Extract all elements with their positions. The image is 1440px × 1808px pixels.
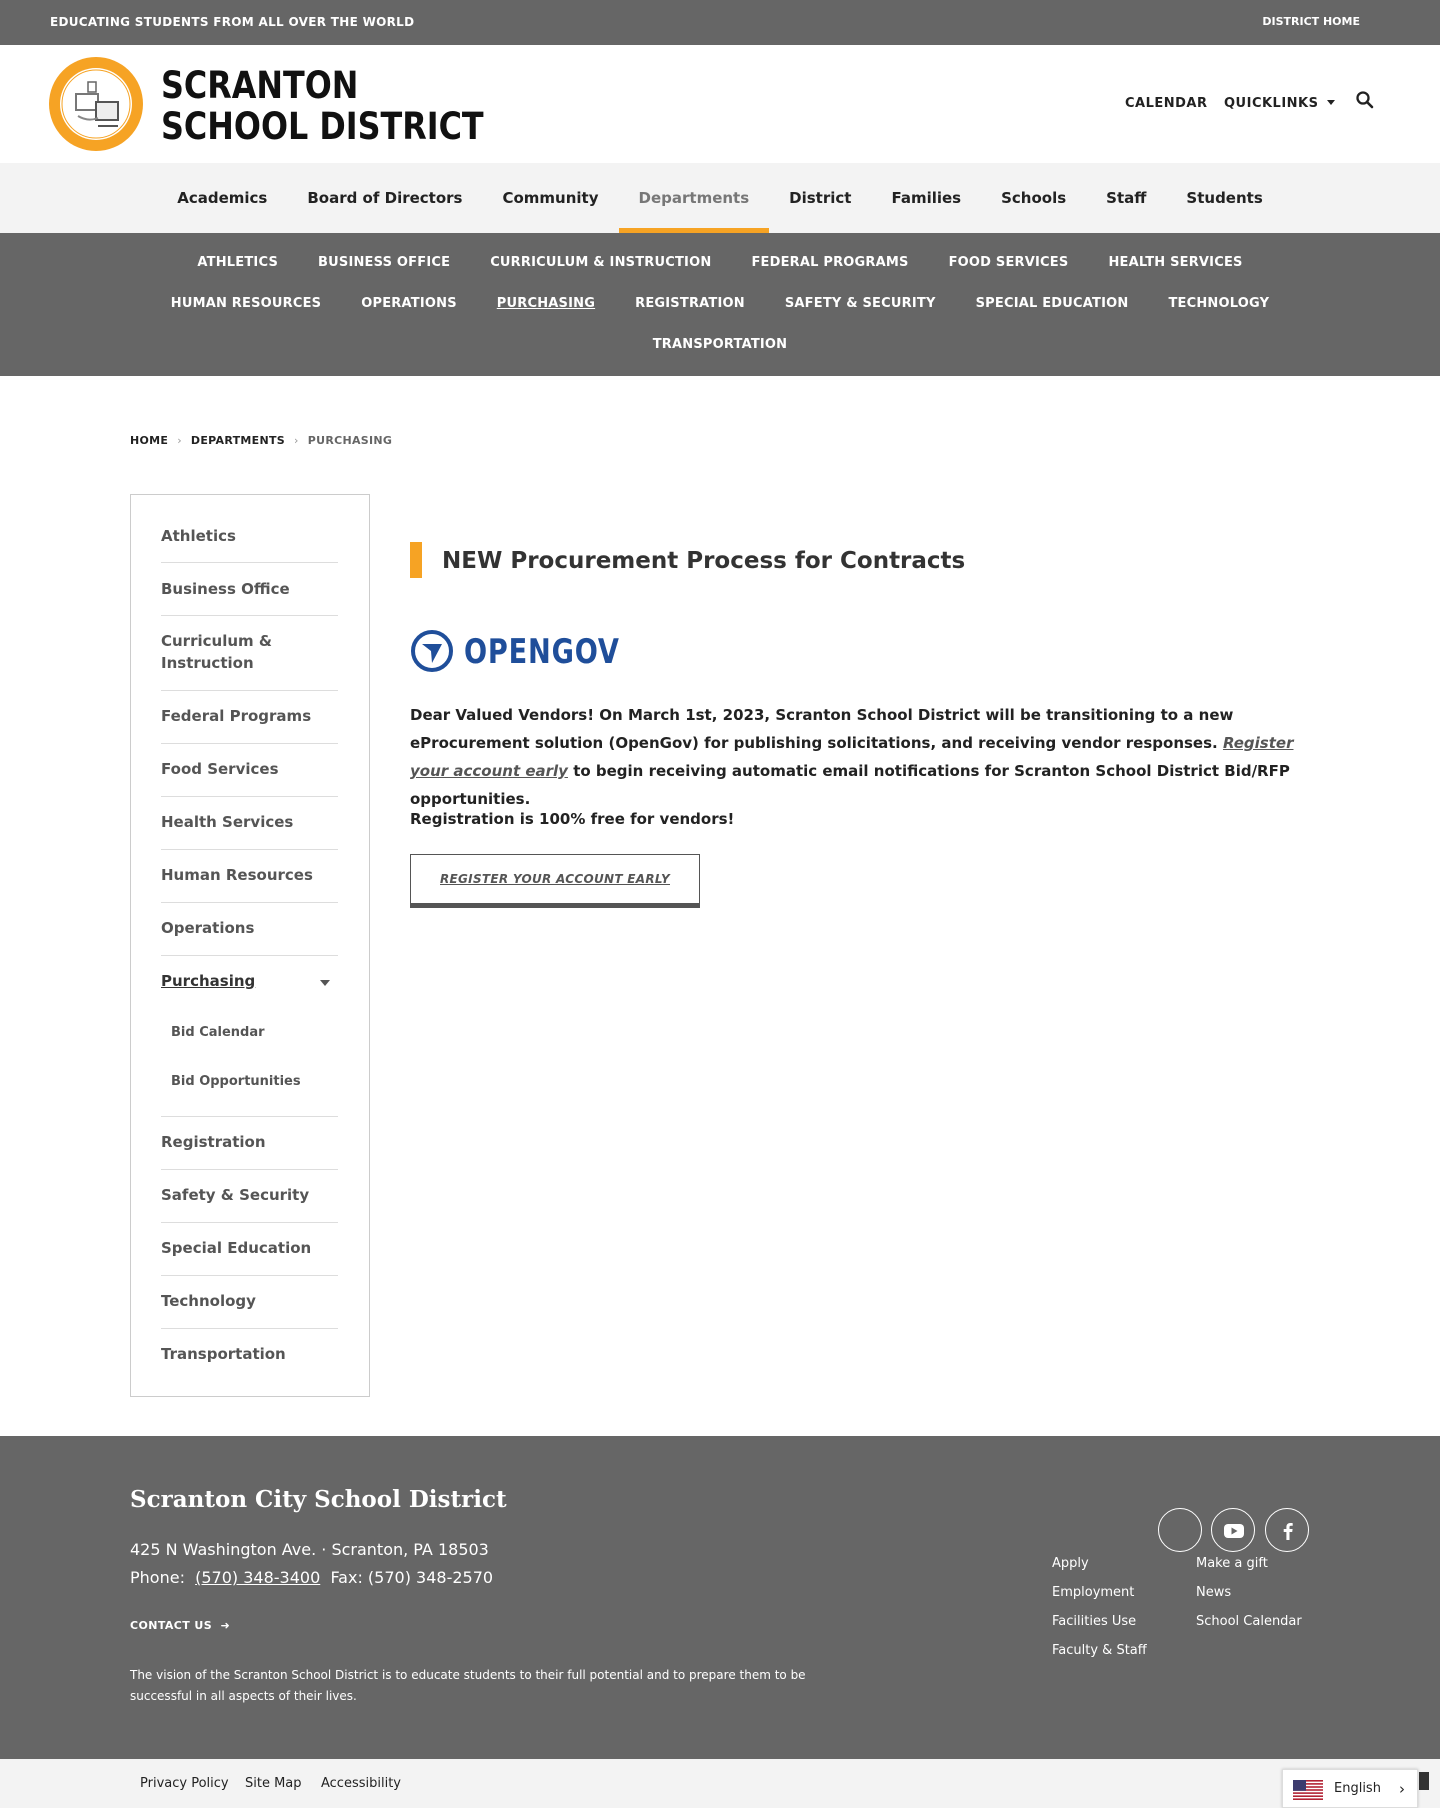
quicklinks-label: QUICKLINKS: [1224, 96, 1319, 111]
subnav-federal-programs[interactable]: FEDERAL PROGRAMS: [751, 255, 909, 270]
vision-statement: The vision of the Scranton School District is to educate students to their full potential and to prepare them to be successful in all aspects of their lives.: [130, 1668, 806, 1703]
sidenav-human-resources[interactable]: Human Resources: [161, 866, 313, 884]
sidenav-curriculum-line-1: Curriculum &: [161, 632, 272, 650]
phone-link[interactable]: (570) 348-3400: [195, 1568, 321, 1587]
nav-families[interactable]: Families: [891, 189, 962, 207]
footer-links-col-2: [1196, 1549, 1302, 1636]
sidenav-operations[interactable]: Operations: [161, 919, 255, 937]
intro-paragraph: [410, 701, 1300, 813]
subnav-technology[interactable]: TECHNOLOGY: [1168, 296, 1270, 311]
bottom-bar: [0, 1759, 1440, 1808]
subnav-athletics[interactable]: ATHLETICS: [197, 255, 279, 270]
divider: [161, 955, 338, 956]
subnav-food-services[interactable]: FOOD SERVICES: [948, 255, 1069, 270]
us-flag-icon: [1293, 1780, 1323, 1800]
sidenav-business-office[interactable]: Business Office: [161, 580, 290, 598]
opengov-logo: [410, 628, 620, 674]
footer-address-block: [130, 1536, 493, 1592]
breadcrumb-current: PURCHASING: [307, 434, 393, 447]
divider: [161, 1275, 338, 1276]
footer-links-col-1: [1052, 1549, 1147, 1665]
district-name-logo[interactable]: [161, 65, 484, 147]
sidenav-purchasing[interactable]: Purchasing: [161, 972, 256, 990]
sidenav-bid-calendar[interactable]: Bid Calendar: [171, 1025, 265, 1040]
intro-text-start: Dear Valued Vendors! On March 1st, 2023, Scranton School District will be transitioning to a new eProcurement solution (OpenGov) for publishing solicitations, and receiving vendor responses.: [410, 706, 1234, 752]
youtube-glyph: [1212, 1509, 1256, 1553]
sidenav-bid-opportunities[interactable]: Bid Opportunities: [171, 1074, 301, 1089]
nav-staff[interactable]: Staff: [1106, 189, 1147, 207]
search-icon[interactable]: [1355, 90, 1375, 110]
sidenav-special-education[interactable]: Special Education: [161, 1239, 312, 1257]
nav-departments[interactable]: Departments: [619, 163, 770, 233]
nav-academics[interactable]: Academics: [177, 189, 268, 207]
footer-address: 425 N Washington Ave. · Scranton, PA 18503: [130, 1540, 489, 1559]
edge-widget: [1419, 1772, 1429, 1790]
sidenav-safety-security[interactable]: Safety & Security: [161, 1186, 310, 1204]
sidenav-registration[interactable]: Registration: [161, 1133, 266, 1151]
contact-us-link[interactable]: [130, 1619, 230, 1632]
register-early-link[interactable]: Register your account early: [410, 734, 1294, 780]
divider: [161, 690, 338, 691]
divider: [161, 562, 338, 563]
divider: [161, 849, 338, 850]
nav-board-of-directors[interactable]: Board of Directors: [307, 189, 463, 207]
subnav-human-resources[interactable]: HUMAN RESOURCES: [170, 296, 322, 311]
divider: [161, 743, 338, 744]
divider: [161, 1328, 338, 1329]
divider: [161, 615, 338, 616]
accessibility-link[interactable]: Accessibility: [321, 1776, 401, 1791]
sidenav-transportation[interactable]: Transportation: [161, 1345, 286, 1363]
sidenav-food-services[interactable]: Food Services: [161, 760, 279, 778]
main-navigation: [0, 163, 1440, 233]
sidenav-curriculum-instruction[interactable]: [161, 630, 338, 674]
breadcrumb: [130, 434, 392, 447]
subnav-transportation[interactable]: TRANSPORTATION: [652, 337, 788, 352]
department-subnav: [0, 233, 1440, 376]
phone-label: Phone:: [130, 1568, 185, 1587]
subnav-special-education[interactable]: SPECIAL EDUCATION: [975, 296, 1129, 311]
facebook-icon[interactable]: [1265, 1508, 1309, 1552]
opengov-wordmark: OPENGOV: [464, 632, 620, 672]
divider: [161, 1116, 338, 1117]
subnav-health-services[interactable]: HEALTH SERVICES: [1108, 255, 1243, 270]
language-selector[interactable]: [1282, 1769, 1418, 1808]
breadcrumb-departments[interactable]: DEPARTMENTS: [190, 434, 286, 447]
footer-link-faculty-staff[interactable]: Faculty & Staff: [1052, 1643, 1147, 1658]
calendar-link[interactable]: CALENDAR: [1125, 96, 1208, 111]
facebook-glyph: [1266, 1509, 1310, 1553]
privacy-policy-link[interactable]: Privacy Policy: [140, 1776, 229, 1791]
breadcrumb-home[interactable]: HOME: [130, 434, 169, 447]
site-footer: [0, 1436, 1440, 1759]
divider: [161, 902, 338, 903]
footer-link-make-a-gift[interactable]: Make a gift: [1196, 1556, 1268, 1571]
fax-text: Fax: (570) 348-2570: [330, 1568, 494, 1587]
footer-link-school-calendar[interactable]: School Calendar: [1196, 1614, 1302, 1629]
divider: [161, 1222, 338, 1223]
subnav-safety-security[interactable]: SAFETY & SECURITY: [784, 296, 936, 311]
subnav-operations[interactable]: OPERATIONS: [361, 296, 457, 311]
top-bar: [0, 0, 1440, 45]
breadcrumb-separator-icon: ›: [177, 434, 182, 447]
subnav-purchasing[interactable]: PURCHASING: [496, 296, 596, 311]
nav-students[interactable]: Students: [1186, 189, 1263, 207]
social-icon-blank[interactable]: [1158, 1508, 1202, 1552]
side-navigation: [130, 494, 370, 1397]
register-account-button[interactable]: [410, 854, 700, 908]
heading-accent-bar: [410, 542, 422, 578]
footer-link-apply[interactable]: Apply: [1052, 1556, 1089, 1571]
nav-schools[interactable]: Schools: [1001, 189, 1067, 207]
chevron-right-icon: ›: [1399, 1780, 1405, 1798]
sidenav-athletics[interactable]: Athletics: [161, 527, 236, 545]
language-label: English: [1334, 1781, 1381, 1796]
subnav-business-office[interactable]: BUSINESS OFFICE: [318, 255, 451, 270]
caret-down-icon: [1327, 100, 1335, 105]
site-header: [0, 45, 1440, 163]
sidenav-health-services[interactable]: Health Services: [161, 813, 294, 831]
contact-us-label: CONTACT US: [130, 1619, 213, 1632]
arrow-right-icon: ➜: [220, 1619, 231, 1632]
divider: [161, 796, 338, 797]
footer-link-news[interactable]: News: [1196, 1585, 1232, 1600]
quicklinks-dropdown[interactable]: [1224, 96, 1335, 111]
footer-district-name: Scranton City School District: [130, 1486, 507, 1513]
sidenav-federal-programs[interactable]: Federal Programs: [161, 707, 312, 725]
sidenav-curriculum-line-2: Instruction: [161, 654, 254, 672]
footer-link-employment[interactable]: Employment: [1052, 1585, 1135, 1600]
logo-line-2: SCHOOL DISTRICT: [161, 105, 484, 148]
intro-text-end: to begin receiving automatic email notifications for Scranton School District Bid/RFP opportunities.: [410, 762, 1290, 808]
nav-community[interactable]: Community: [502, 189, 599, 207]
district-home-link[interactable]: DISTRICT HOME: [1262, 15, 1360, 28]
subnav-registration[interactable]: REGISTRATION: [635, 296, 745, 311]
free-registration-text: Registration is 100% free for vendors!: [410, 810, 735, 828]
caret-down-icon[interactable]: [320, 980, 330, 986]
tagline: EDUCATING STUDENTS FROM ALL OVER THE WORLD: [50, 15, 415, 29]
page-title: NEW Procurement Process for Contracts: [442, 548, 966, 574]
opengov-arrow-icon: [410, 629, 454, 673]
breadcrumb-separator-icon: ›: [294, 434, 299, 447]
register-account-button-label: REGISTER YOUR ACCOUNT EARLY: [440, 872, 670, 886]
footer-phone-line: [130, 1564, 493, 1592]
nav-district[interactable]: District: [789, 189, 852, 207]
district-seal-logo[interactable]: [48, 56, 144, 152]
site-map-link[interactable]: Site Map: [245, 1776, 302, 1791]
subnav-curriculum-instruction[interactable]: CURRICULUM & INSTRUCTION: [490, 255, 712, 270]
logo-line-1: SCRANTON: [161, 64, 359, 107]
youtube-icon[interactable]: [1211, 1508, 1255, 1552]
sidenav-technology[interactable]: Technology: [161, 1292, 256, 1310]
footer-link-facilities-use[interactable]: Facilities Use: [1052, 1614, 1137, 1629]
divider: [161, 1169, 338, 1170]
